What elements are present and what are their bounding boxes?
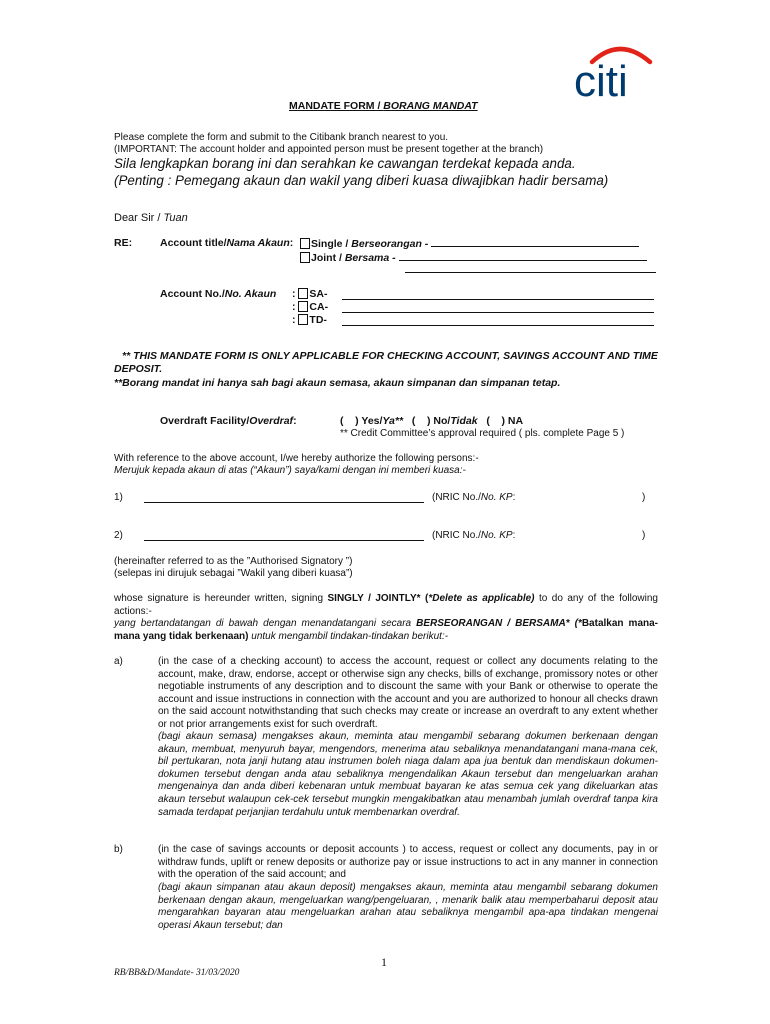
signing-ms-text-2: untuk mengambil tindakan-tindakan berikut:-: [248, 630, 449, 642]
sa-label: SA-: [309, 288, 328, 300]
applicability-notice-ms: **Borang mandat ini hanya sah bagi akaun semasa, akaun simpanan dan simpanan tetap.: [114, 377, 561, 389]
sa-row[interactable]: [292, 288, 328, 301]
person-2-close: ): [642, 530, 646, 541]
account-title-label: [160, 237, 293, 250]
signing-en-delete-note: *Delete as applicable): [428, 593, 535, 604]
person-2-nric-ms: No. KP: [480, 530, 513, 541]
intro-line-1: Please complete the form and submit to the Citibank branch nearest to you.: [114, 132, 449, 143]
clause-a-label: a): [114, 656, 123, 667]
td-row[interactable]: [292, 314, 327, 327]
person-2-number: 2): [114, 530, 123, 541]
account-title-colon: :: [289, 237, 294, 249]
citi-logo: [572, 38, 658, 100]
applicability-notice-en: ** THIS MANDATE FORM IS ONLY APPLICABLE FOR CHECKING ACCOUNT, SAVINGS ACCOUNT AND TIME DEPOSIT.: [114, 350, 658, 375]
joint-label-ms: Bersama -: [344, 252, 399, 264]
overdraft-yes-label: ( ) Yes/: [340, 415, 383, 427]
clause-b-label: b): [114, 844, 123, 855]
single-label-ms: Berseorangan -: [351, 238, 432, 250]
single-row[interactable]: [300, 237, 660, 251]
single-label: Single /: [311, 238, 352, 250]
overdraft-label: [160, 415, 297, 428]
hereinafter-en: (hereinafter referred to as the ”Authorised Signatory ”): [114, 556, 353, 567]
page-number: 1: [381, 955, 387, 969]
salutation: [114, 212, 188, 225]
salutation-ms: Tuan: [163, 212, 188, 224]
ca-row[interactable]: [292, 301, 328, 314]
joint-checkbox[interactable]: [300, 252, 310, 263]
overdraft-yes-option[interactable]: [340, 415, 403, 427]
salutation-en: Dear Sir /: [114, 212, 164, 224]
overdraft-no-option[interactable]: [412, 415, 478, 427]
ca-account-field[interactable]: [342, 302, 654, 313]
td-colon: :: [292, 314, 296, 326]
person-1-number: 1): [114, 492, 123, 503]
person-2-nric-en: (NRIC No./: [432, 530, 481, 541]
account-title-ms: Nama Akaun: [226, 237, 290, 249]
td-label: TD-: [309, 314, 327, 326]
joint-label: Joint /: [311, 252, 345, 264]
person-1-nric: [432, 492, 515, 505]
sa-account-field[interactable]: [342, 289, 654, 300]
sa-checkbox[interactable]: [298, 288, 308, 299]
person-1-nric-en: (NRIC No./: [432, 492, 481, 503]
citi-logo-graphic: [572, 38, 658, 100]
account-no-en: Account No./: [160, 288, 225, 300]
account-no-ms: No. Akaun: [224, 288, 277, 300]
joint-name-field[interactable]: [399, 251, 647, 261]
td-account-field[interactable]: [342, 315, 654, 326]
joint-name-field-2[interactable]: [405, 262, 656, 273]
person-2-name-field[interactable]: [144, 530, 424, 541]
clause-a-en: (in the case of a checking account) to access the account, request or collect any documents relating to the account, make, draw, endorse, accept or otherwise sign any checks, bills of exchange, promissory notes or other negotiable instruments of any description and to discount the same with your Bank or otherwise to operate the account and issue instructions in connection with the account and you are authorized to honour all checks drawn on the said account notwithstanding that such checks may create or increase an overdraft to any extent whether or not prior arrangements exist for such overdraft.: [158, 656, 658, 730]
person-2-nric: [432, 530, 515, 543]
clause-a-ms: (bagi akaun semasa) mengakses akaun, meminta atau mengambil sebarang dokumen berkenaan dengan akaun, membuat, menyuruh bayar, mengendors, menerima atau sebaliknya menandatangani mana-mana cek, bil pertukaran, nota janji hutang atau instrumen boleh niaga dalam apa jua bentuk dan mendiskaun dokumen-dokumen tersebut dengan anda atau sebaliknya mengendalikan Akaun tersebut dan mengeluarkan arahan mengenainya dan anda diberi kebenaran untuk membuat bayaran ke atas semua cek yang dikeluarkan atas akaun tersebut walaupun cek-cek tersebut mungkin mengakibatkan atau menambah jumlah overdraf tanpa kira samada terdapat perjanjian terdahulu untuk membenarkan overdraf.: [158, 731, 658, 818]
re-label: RE:: [114, 237, 133, 249]
authorize-en: With reference to the above account, I/we hereby authorize the following persons:-: [114, 453, 479, 464]
title-english: MANDATE FORM /: [289, 100, 384, 112]
single-checkbox[interactable]: [300, 238, 310, 249]
signing-ms-delete-note: Batalkan mana-mana yang tidak berkenaan): [114, 618, 658, 642]
overdraft-yes-ms: Ya**: [382, 415, 404, 427]
hereinafter-ms: (selepas ini dirujuk sebagai ”Wakil yang diberi kuasa”): [114, 568, 353, 579]
overdraft-label-en: Overdraft Facility/: [160, 415, 250, 427]
ca-checkbox[interactable]: [298, 301, 308, 312]
overdraft-options[interactable]: [340, 415, 523, 428]
person-1-nric-ms: No. KP: [480, 492, 513, 503]
person-1-close: ): [642, 492, 646, 503]
person-2-nric-field[interactable]: [530, 530, 638, 542]
person-2-nric-colon: :: [512, 530, 516, 541]
signing-instruction-ms: [114, 618, 658, 643]
citi-logo-text: citi: [574, 57, 628, 100]
overdraft-label-ms: Overdraf: [249, 415, 294, 427]
person-1-name-field[interactable]: [144, 492, 424, 503]
signing-ms-text: yang bertandatangan di bawah dengan menandatangani secara: [114, 618, 417, 629]
form-title: [289, 100, 478, 113]
intro-malay-1: Sila lengkapkan borang ini dan serahkan ke cawangan terdekat kepada anda.: [114, 156, 576, 171]
signing-instruction-en: [114, 593, 658, 618]
person-1-nric-colon: :: [512, 492, 516, 503]
overdraft-no-ms: Tidak: [450, 415, 478, 427]
signing-en-text: whose signature is hereunder written, signing: [114, 593, 328, 604]
signing-ms-star: *: [577, 618, 582, 629]
footer-reference: RB/BB&D/Mandate- 31/03/2020: [114, 968, 240, 978]
sa-colon: :: [292, 288, 296, 300]
overdraft-na-option[interactable]: ( ) NA: [486, 415, 524, 427]
authorize-ms: Merujuk kepada akaun di atas (“Akaun”) saya/kami dengan ini memberi kuasa:-: [114, 465, 466, 476]
single-name-field[interactable]: [431, 237, 639, 247]
person-1-nric-field[interactable]: [530, 492, 638, 504]
account-no-label: [160, 288, 276, 301]
ca-colon: :: [292, 301, 296, 313]
account-title-en: Account title/: [160, 237, 227, 249]
ca-label: CA-: [309, 301, 329, 313]
intro-line-2: (IMPORTANT: The account holder and appointed person must be present together at the branch): [114, 144, 544, 155]
signing-en-text-2: to do any of the following actions:-: [114, 593, 658, 617]
td-checkbox[interactable]: [298, 314, 308, 325]
overdraft-colon: :: [293, 415, 297, 427]
signing-en-mode: SINGLY / JOINTLY* (: [327, 593, 429, 604]
clause-b-en: (in the case of savings accounts or deposit accounts ) to access, request or collect any documents, pay in or withdraw funds, uplift or renew deposits or authorize pay or issue instructions to act in any manner in connection with the operation of the said account; and: [158, 844, 658, 881]
intro-malay-2: (Penting : Pemegang akaun dan wakil yang diberi kuasa diwajibkan hadir bersama): [114, 173, 609, 188]
title-malay: BORANG MANDAT: [383, 100, 478, 112]
overdraft-note: ** Credit Committee’s approval required ( pls. complete Page 5 ): [340, 428, 625, 439]
signing-ms-mode: BERSEORANGAN / BERSAMA* (: [416, 618, 578, 629]
overdraft-no-label: ( ) No/: [411, 415, 451, 427]
clause-b-ms: (bagi akaun simpanan atau akaun deposit) mengakses akaun, meminta atau mengambil sebarang dokumen berkenaan dengan akaun, mengeluarkan wang/pengeluaran, , menarik balik atau memperbaharui deposit atau mengarahkan bayaran atau mengeluarkan arahan atau sebaliknya mengambil apa-apa tindakan mengenai operasi Akaun tersebut; dan: [158, 882, 658, 931]
